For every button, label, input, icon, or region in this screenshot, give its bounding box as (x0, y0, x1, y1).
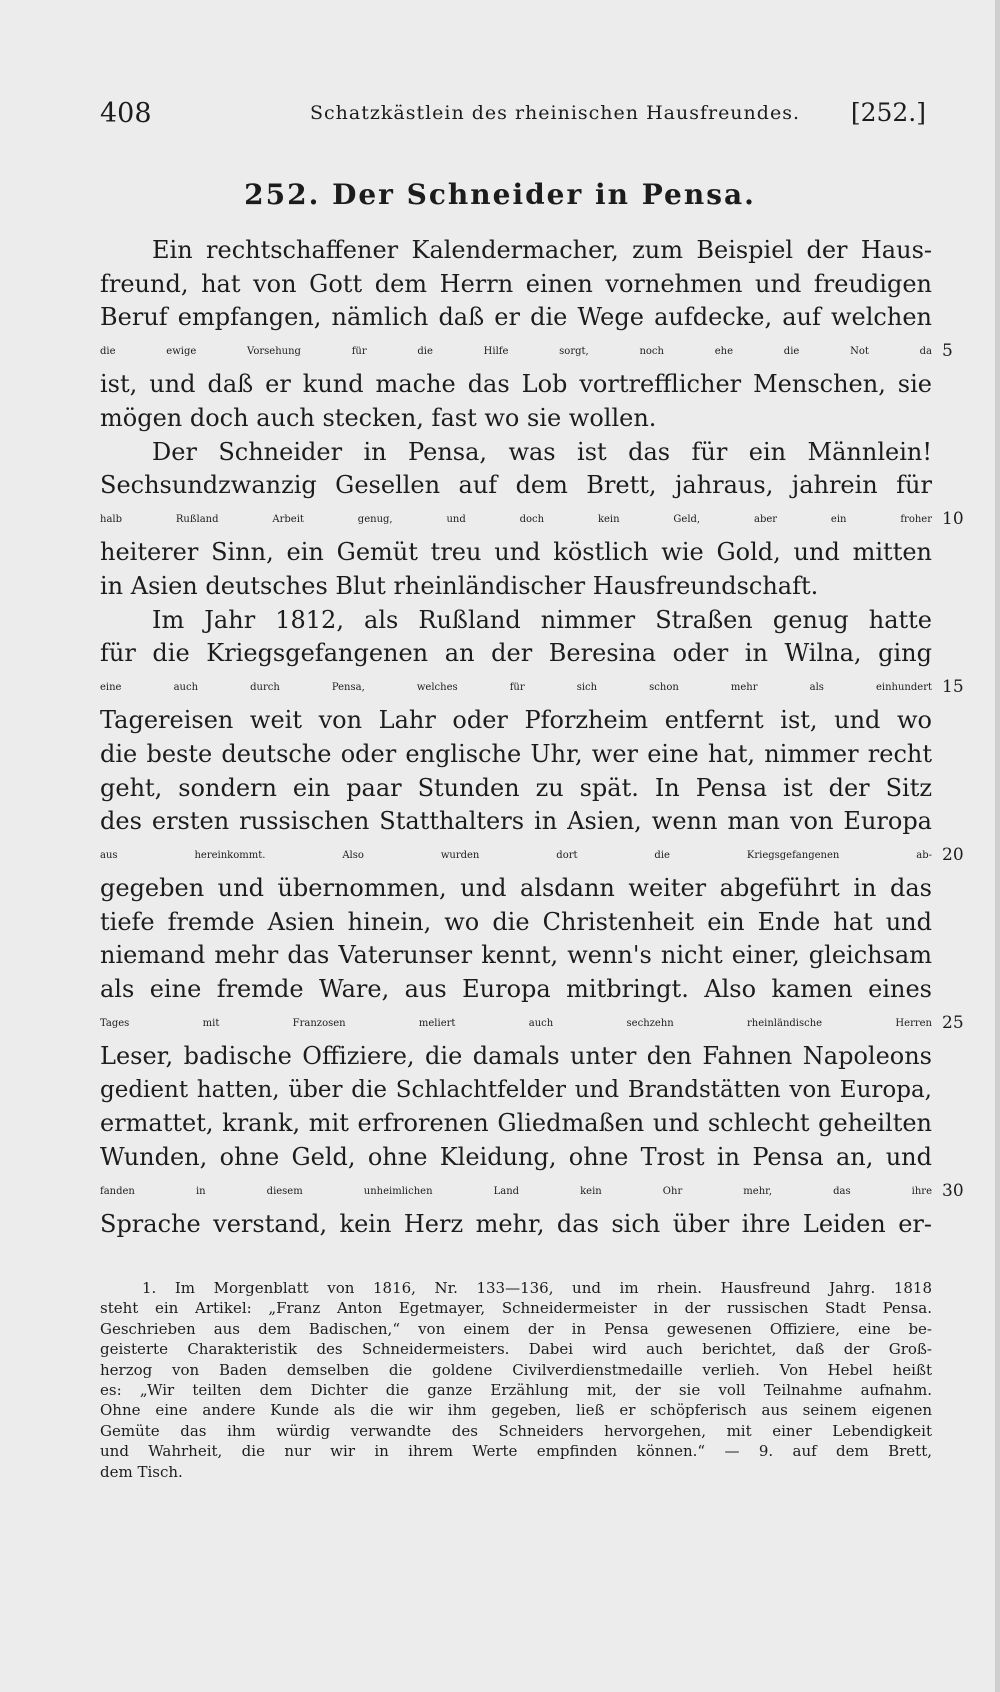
text-line-content: Tagereisen weit von Lahr oder Pforzheim entfernt ist, und wo (100, 706, 932, 735)
text-line-content: die ewige Vorsehung für die Hilfe sorgt, noch ehe die Not da (100, 345, 932, 357)
footnote-line: Ohne eine andere Kunde als die wir ihm gegeben, ließ er schöpferisch aus seinem eigenen (100, 1401, 932, 1420)
text-line-content: für die Kriegsgefangenen an der Beresina oder in Wilna, ging (100, 639, 932, 668)
story-title: 252. Der Schneider in Pensa. (244, 178, 756, 211)
text-line-content: die beste deutsche oder englische Uhr, wer eine hat, nimmer recht (100, 739, 932, 768)
text-line (100, 839, 964, 873)
text-line-content: gegeben und übernommen, und alsdann weiter abgeführt in das (100, 874, 932, 903)
line-number: 25 (942, 1012, 964, 1033)
footnote-line: Geschrieben aus dem Badischen,“ von einem der in Pensa gewesenen Offiziere, eine be- (100, 1319, 932, 1338)
text-line (100, 368, 932, 402)
text-line-content: ermattet, krank, mit erfrorenen Gliedmaßen und schlecht geheilten (100, 1109, 932, 1138)
text-line (100, 1007, 964, 1041)
line-number: 5 (942, 340, 953, 361)
text-line-content: mögen doch auch stecken, fast wo sie wollen. (100, 403, 657, 432)
text-line-content: Im Jahr 1812, als Rußland nimmer Straßen genug hatte (152, 605, 932, 634)
footnote-line: und Wahrheit, die nur wir in ihrem Werte empfinden können.“ — 9. auf dem Brett, (100, 1442, 932, 1461)
footnote-line: herzog von Baden demselben die goldene Civilverdienstmedaille verlieh. Von Hebel heißt (100, 1360, 932, 1379)
text-line-content: niemand mehr das Vaterunser kennt, wenn's nicht einer, gleichsam (100, 941, 932, 970)
text-line (100, 436, 932, 470)
text-line-content: ist, und daß er kund mache das Lob vortrefflicher Menschen, sie (100, 370, 932, 399)
section-reference: [252.] (850, 98, 926, 127)
footnotes (100, 1278, 932, 1482)
text-line-content: eine auch durch Pensa, welches für sich schon mehr als einhundert (100, 681, 932, 693)
text-line (100, 469, 932, 503)
text-line-content: in Asien deutsches Blut rheinländischer Hausfreundschaft. (100, 571, 819, 600)
text-line-content: geht, sondern ein paar Stunden zu spät. In Pensa ist der Sitz (100, 773, 932, 802)
line-number: 30 (942, 1180, 964, 1201)
text-line (100, 570, 932, 604)
text-line-content: Sprache verstand, kein Herz mehr, das sich über ihre Leiden er- (100, 1210, 932, 1239)
line-number: 20 (942, 844, 964, 865)
text-line-content: Sechsundzwanzig Gesellen auf dem Brett, jahraus, jahrein für (100, 471, 932, 500)
line-number: 10 (942, 508, 964, 529)
text-line (100, 805, 932, 839)
line-number: 15 (942, 676, 964, 697)
text-line-content: tiefe fremde Asien hinein, wo die Christenheit ein Ende hat und (100, 907, 932, 936)
text-line-content: heiterer Sinn, ein Gemüt treu und köstlich wie Gold, und mitten (100, 538, 932, 567)
text-line (100, 872, 932, 906)
text-line (100, 604, 932, 638)
text-line-content: Beruf empfangen, nämlich daß er die Wege aufdecke, auf welchen (100, 303, 932, 332)
text-line (100, 738, 932, 772)
footnote-line: Gemüte das ihm würdig verwandte des Schneiders hervorgehen, mit einer Lebendigkeit (100, 1421, 932, 1440)
page-edge (995, 0, 1000, 1692)
text-line (100, 268, 932, 302)
text-line (100, 1175, 964, 1209)
page-header (100, 98, 932, 138)
text-line-content: Tages mit Franzosen meliert auch sechzehn rheinländische Herren (100, 1017, 932, 1029)
text-line (100, 637, 932, 671)
text-line (100, 503, 964, 537)
footnote-line: 1. Im Morgenblatt von 1816, Nr. 133—136, und im rhein. Hausfreund Jahrg. 1818 (142, 1279, 932, 1297)
text-line-content: Ein rechtschaffener Kalendermacher, zum Beispiel der Haus- (152, 236, 932, 264)
text-line (100, 906, 932, 940)
text-line (100, 1107, 932, 1141)
text-line-content: halb Rußland Arbeit genug, und doch kein Geld, aber ein froher (100, 513, 932, 525)
running-title: Schatzkästlein des rheinischen Hausfreundes. (310, 102, 800, 124)
text-line (100, 939, 932, 973)
text-line (100, 973, 932, 1007)
text-line-content: des ersten russischen Statthalters in Asien, wenn man von Europa (100, 807, 932, 836)
text-line-content: Leser, badische Offiziere, die damals unter den Fahnen Napoleons (100, 1042, 932, 1071)
text-line (100, 1074, 932, 1108)
text-line (100, 402, 932, 436)
text-line (100, 301, 932, 335)
text-line (100, 1141, 932, 1175)
text-line-content: Der Schneider in Pensa, was ist das für ein Männlein! (152, 437, 932, 466)
text-line-content: Wunden, ohne Geld, ohne Kleidung, ohne Trost in Pensa an, und (100, 1143, 932, 1172)
text-line (100, 536, 932, 570)
footnote-line: steht ein Artikel: „Franz Anton Egetmayer, Schneidermeister in der russischen Stadt Pensa. (100, 1299, 932, 1318)
text-line-content: aus hereinkommt. Also wurden dort die Kriegsgefangenen ab- (100, 849, 932, 861)
text-line (100, 234, 932, 268)
text-line-content: gedient hatten, über die Schlachtfelder und Brandstätten von Europa, (100, 1076, 932, 1103)
footnote-line: es: „Wir teilten dem Dichter die ganze Erzählung mit, der sie voll Teilnahme aufnahm. (100, 1380, 932, 1399)
text-line-content: freund, hat von Gott dem Herrn einen vornehmen und freudigen (100, 269, 932, 298)
footnote-line: dem Tisch. (100, 1462, 183, 1481)
text-line (100, 335, 953, 369)
text-line (100, 1040, 932, 1074)
text-line (100, 704, 932, 738)
text-line (100, 671, 964, 705)
footnote-line: geisterte Charakteristik des Schneidermeisters. Dabei wird auch berichtet, daß der Groß- (100, 1340, 932, 1359)
text-line (100, 772, 932, 806)
text-line (100, 1208, 932, 1242)
text-line-content: als eine fremde Ware, aus Europa mitbringt. Also kamen eines (100, 975, 932, 1004)
text-line-content: fanden in diesem unheimlichen Land kein Ohr mehr, das ihre (100, 1185, 932, 1197)
body-text (100, 234, 964, 1242)
page-number: 408 (100, 98, 152, 129)
